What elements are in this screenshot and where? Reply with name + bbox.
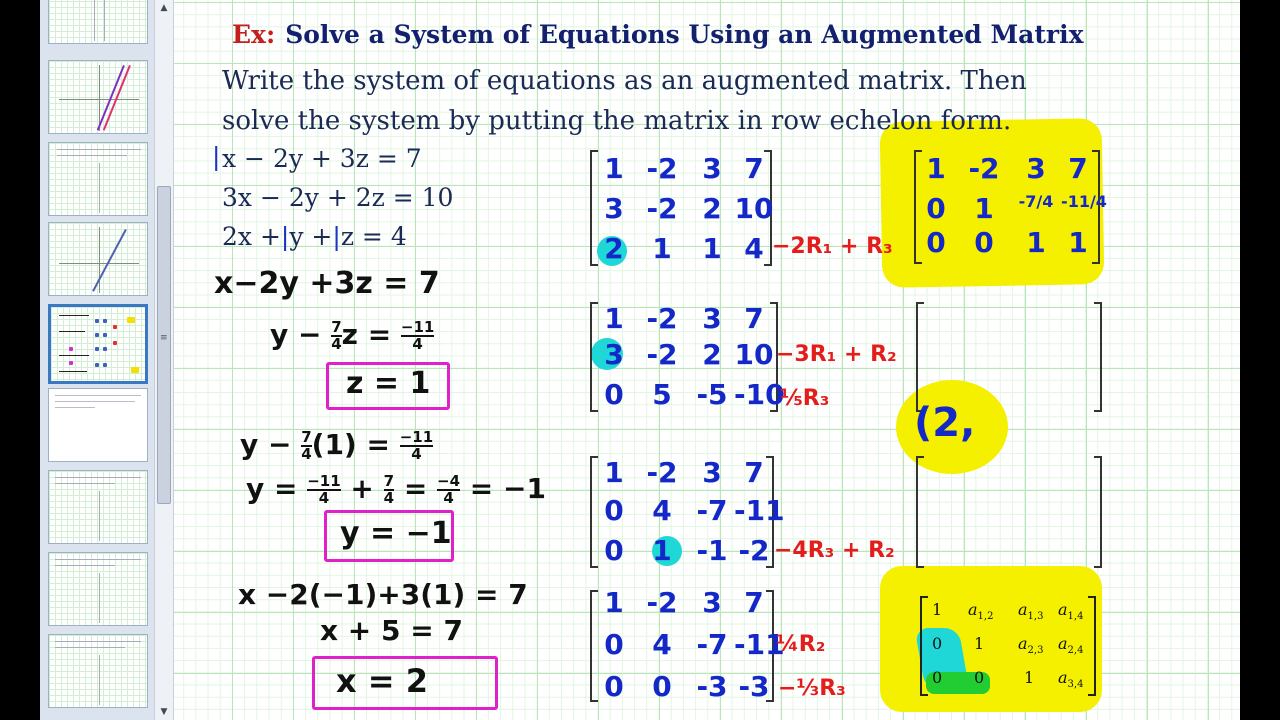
title-text: Solve a System of Equations Using an Augmented Matrix [285,20,1084,49]
matrix-entry-index: 1,3 [1027,611,1044,623]
matrix-cell: 10 [734,338,774,371]
matrix-cell: 1 [1024,668,1035,687]
matrix-cell: 2 [604,232,624,265]
fraction-numerator: −11 [307,472,341,490]
back-sub-eq2 [270,318,434,352]
matrix-cell: -11 [734,494,785,527]
fraction-denominator: 4 [443,489,454,507]
x-result: x = 2 [336,662,428,700]
matrix-cell: -5 [696,378,728,411]
matrix-cell: 7 [744,152,764,185]
matrix-entry-index: 2,4 [1067,645,1084,657]
matrix-cell: 4 [652,628,672,661]
back-sub-eq1: x−2y +3z = 7 [214,266,440,301]
back-sub-eq2-y: y − [270,318,332,351]
reference-matrix-right-bracket [1088,596,1096,696]
fraction-denominator: 4 [301,445,312,463]
matrix-entry-letter: a [1018,600,1028,619]
matrix-entry-letter: a [1018,634,1028,653]
matrix-cell [1018,600,1043,622]
matrix-cell: 0 [926,192,946,225]
application-window [40,0,1240,720]
row-operation-label: ¼R₂ [776,632,826,657]
matrix-3-row-3 [594,534,774,567]
matrix-cell: 10 [734,192,774,225]
equation-1-text: x − 2y + 3z = 7 [222,144,422,173]
reference-matrix [926,598,1086,694]
fraction-numerator: −11 [400,318,435,336]
equation-3-part-a: 2x + [222,222,281,251]
matrix-cell: 1 [604,302,624,335]
matrix-cell: -7 [696,628,728,661]
matrix-2-row-1 [594,302,774,335]
matrix-cell: 1 [652,232,672,265]
triangle-up-icon[interactable]: ▲ [160,3,168,13]
fraction-numerator: 7 [331,318,342,336]
matrix-cell [968,600,993,622]
empty-matrix-left-bracket [916,302,924,412]
matrix-cell: -3 [696,670,728,703]
matrix-cell: -2 [646,456,678,489]
matrix-cell: 7 [744,302,764,335]
matrix-cell: 1 [702,232,722,265]
result-matrix-row-3 [918,226,1098,259]
row-operation-label: −4R₃ + R₂ [774,538,895,563]
substitute-eq2 [246,472,546,506]
slide-thumbnail-8[interactable] [48,552,148,626]
matrix-cell: 0 [604,534,624,567]
scrollbar-thumb[interactable] [157,186,171,504]
matrix-cell: 4 [652,494,672,527]
equation-1 [212,142,422,173]
substitute-eq1-y: y − [240,428,302,461]
substitute-eq3: x −2(−1)+3(1) = 7 [238,578,528,611]
matrix-cell: 1 [1026,226,1046,259]
matrix-entry-index: 1,2 [977,611,994,623]
matrix-cell: -2 [968,152,1000,185]
matrix-cell: -2 [646,152,678,185]
matrix-4-row-3 [594,670,774,703]
slide-thumbnail-7[interactable] [48,470,148,544]
matrix-cell: -11/4 [1061,192,1107,211]
z-result: z = 1 [346,366,431,401]
equation-3 [222,222,407,251]
matrix-cell: 3 [702,302,722,335]
slide-thumbnail-4[interactable] [48,222,148,296]
slide-thumbnail-panel [40,0,155,720]
fraction-numerator: −4 [437,472,461,490]
plus-sign: + [340,472,384,505]
ink-mark: | [332,222,341,251]
matrix-entry-letter: a [1058,668,1068,687]
fraction-numerator: 7 [301,428,312,446]
slide-thumbnail-9[interactable] [48,634,148,708]
slide-thumbnail-5-selected[interactable] [48,304,148,384]
matrix-cell: -3 [738,670,770,703]
ink-mark: | [212,142,221,171]
fraction-numerator: 7 [383,472,395,490]
matrix-cell: 3 [1026,152,1046,185]
matrix-cell: 3 [702,586,722,619]
matrix-cell: -2 [646,586,678,619]
matrix-entry-index: 1,4 [1067,611,1084,623]
matrix-4-row-2 [594,628,785,661]
matrix-entry-letter: a [1058,634,1068,653]
matrix-entry-index: 3,4 [1067,679,1084,691]
substitute-eq1 [240,428,433,462]
matrix-cell: 1 [604,586,624,619]
ink-mark: | [280,222,290,251]
result-matrix-row-1 [918,152,1098,185]
matrix-cell: 0 [926,226,946,259]
title-prefix: Ex: [232,20,276,49]
matrix-cell: 0 [974,226,994,259]
substitute-eq1-rest: (1) = [311,428,400,461]
matrix-1-row-2 [594,192,774,225]
matrix-cell: 0 [604,494,624,527]
matrix-cell: -11 [734,628,785,661]
matrix-cell: 2 [702,192,722,225]
matrix-2-row-2 [594,338,774,371]
matrix-3-row-2 [594,494,785,527]
matrix-cell [1018,634,1043,656]
matrix-cell [1058,668,1083,690]
matrix-cell: 1 [932,600,943,619]
matrix-cell: 0 [604,378,624,411]
fraction-denominator: 4 [331,335,342,353]
result-matrix-row-2 [918,192,1110,225]
fraction-denominator: 4 [383,489,395,507]
matrix-entry-letter: a [1058,600,1068,619]
matrix-cell: 1 [604,456,624,489]
matrix-entry-letter: a [968,600,978,619]
matrix-cell: -2 [738,534,770,567]
fraction-denominator: 4 [411,445,422,463]
matrix-cell: 1 [604,152,624,185]
matrix-cell: -2 [646,338,678,371]
matrix-cell: 1 [1068,226,1088,259]
fraction-denominator: 4 [318,489,330,507]
empty-matrix-right-bracket [1094,456,1102,568]
matrix-cell: 2 [702,338,722,371]
slide-thumbnail-2[interactable] [48,60,148,134]
instruction-line-1: Write the system of equations as an augmented matrix. Then [222,66,1027,96]
matrix-3-row-1 [594,456,774,489]
matrix-1-row-1 [594,152,774,185]
matrix-cell: 3 [702,152,722,185]
equation-3-part-c: z = 4 [340,222,407,251]
triangle-down-icon[interactable]: ▼ [160,707,168,717]
substitute-eq2-end: = −1 [460,472,546,505]
matrix-cell: 3 [604,192,624,225]
matrix-cell: 5 [652,378,672,411]
equation-2: 3x − 2y + 2z = 10 [222,183,454,212]
slide-title [232,20,1083,49]
fraction-denominator: 4 [412,335,423,353]
matrix-cell: 7 [744,586,764,619]
slide-thumbnail-6[interactable] [48,388,148,462]
row-operation-label: ⅕R₃ [780,386,830,411]
thumbnail-scrollbar[interactable] [154,0,174,720]
row-operation-label: −⅓R₃ [778,676,846,701]
matrix-cell [1058,600,1083,622]
equals-sign: = [394,472,438,505]
matrix-cell: 0 [932,668,943,687]
substitute-eq2-lhs: y = [246,472,308,505]
matrix-cell: -7 [696,494,728,527]
matrix-cell: 0 [604,670,624,703]
matrix-cell: 0 [604,628,624,661]
empty-matrix-right-bracket [1094,302,1102,412]
grip-icon: ≡ [160,333,168,343]
matrix-cell: 1 [926,152,946,185]
matrix-cell: 1 [652,534,672,567]
matrix-cell: -10 [734,378,785,411]
solution-partial: (2, [914,400,976,446]
matrix-cell: -7/4 [1018,192,1054,211]
matrix-cell: 7 [1068,152,1088,185]
matrix-cell: -2 [646,192,678,225]
empty-matrix-left-bracket [916,456,924,568]
matrix-1-row-3 [594,232,774,265]
slide-canvas[interactable] [174,0,1240,720]
matrix-cell: 1 [974,634,985,653]
substitute-eq4: x + 5 = 7 [320,614,463,647]
slide-thumbnail-3[interactable] [48,142,148,216]
slide-thumbnail-1[interactable] [48,0,148,44]
row-operation-label: −3R₁ + R₂ [776,342,897,367]
matrix-cell: 0 [932,634,943,653]
back-sub-eq2-z: z = [341,318,401,351]
matrix-cell: 1 [974,192,994,225]
row-operation-label: −2R₁ + R₃ [772,234,893,259]
matrix-cell: 4 [744,232,764,265]
matrix-entry-index: 2,3 [1027,645,1044,657]
equation-3-part-b: y + [289,222,333,251]
matrix-cell [1058,634,1083,656]
matrix-2-row-3 [594,378,785,411]
matrix-cell: 0 [652,670,672,703]
fraction-numerator: −11 [399,428,434,446]
matrix-cell: 3 [604,338,624,371]
y-result: y = −1 [340,516,452,551]
matrix-cell: 3 [702,456,722,489]
matrix-cell: 0 [974,668,985,687]
instruction-line-2: solve the system by putting the matrix in row echelon form. [222,106,1012,136]
matrix-4-row-1 [594,586,774,619]
matrix-cell: -1 [696,534,728,567]
matrix-cell: 7 [744,456,764,489]
matrix-cell: -2 [646,302,678,335]
